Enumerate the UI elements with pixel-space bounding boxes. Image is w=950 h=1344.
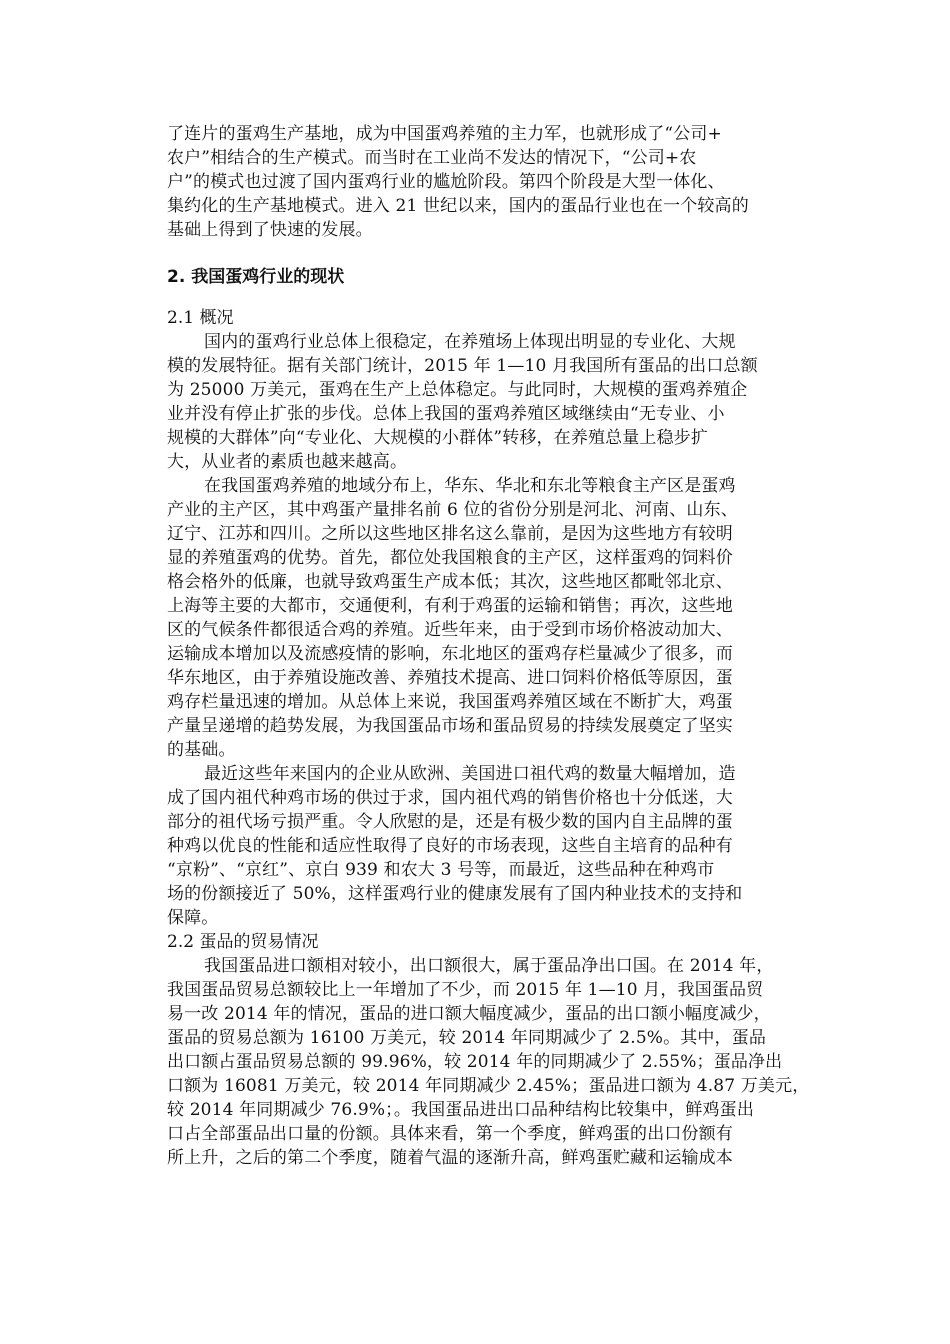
paragraph-line: 了连片的蛋鸡生产基地，成为中国蛋鸡养殖的主力军，也就形成了“公司+ <box>167 124 722 144</box>
paragraph-line: 成了国内祖代种鸡市场的供过于求，国内祖代鸡的销售价格也十分低迷，大 <box>167 788 733 808</box>
paragraph-breeding-stock <box>167 762 807 930</box>
paragraph-line: 场的份额接近了 50%，这样蛋鸡行业的健康发展有了国内种业技术的支持和 <box>167 884 743 904</box>
paragraph-line: 集约化的生产基地模式。进入 21 世纪以来，国内的蛋品行业也在一个较高的 <box>167 196 749 216</box>
paragraph-line: 的基础。 <box>167 740 236 760</box>
document-page <box>167 122 810 1170</box>
paragraph-line: 区的气候条件都很适合鸡的养殖。近些年来，由于受到市场价格波动加大、 <box>167 620 733 640</box>
subsection-heading: 2.2 蛋品的贸易情况 <box>167 932 319 952</box>
paragraph-line: 产量呈递增的趋势发展，为我国蛋品市场和蛋品贸易的持续发展奠定了坚实 <box>167 716 733 736</box>
paragraph-line: 规模的大群体”向“专业化、大规模的小群体”转移，在养殖总量上稳步扩 <box>167 428 709 448</box>
paragraph-line: 部分的祖代场亏损严重。令人欣慰的是，还是有极少数的国内自主品牌的蛋 <box>167 812 733 832</box>
paragraph-line: “京粉”、“京红”、京白 939 和农大 3 号等，而最近，这些品种在种鸡市 <box>167 860 715 880</box>
paragraph-line: 上海等主要的大都市，交通便利，有利于鸡蛋的运输和销售；再次，这些地 <box>167 596 733 616</box>
paragraph-line: 种鸡以优良的性能和适应性取得了良好的市场表现，这些自主培育的品种有 <box>167 836 733 856</box>
paragraph-line: 较 2014 年同期减少 76.9%；。我国蛋品进出口品种结构比较集中，鲜鸡蛋出 <box>167 1100 754 1120</box>
paragraph-line: 出口额占蛋品贸易总额的 99.96%，较 2014 年的同期减少了 2.55%；蛋品净出 <box>167 1052 783 1072</box>
paragraph-line: 易一改 2014 年的情况，蛋品的进口额大幅度减少，蛋品的出口额小幅度减少， <box>167 1004 771 1024</box>
paragraph-line: 华东地区，由于养殖设施改善、养殖技术提高、进口饲料价格低等原因，蛋 <box>167 668 733 688</box>
paragraph-line: 保障。 <box>167 908 219 928</box>
paragraph-overview <box>167 330 807 474</box>
paragraph-line: 运输成本增加以及流感疫情的影响，东北地区的蛋鸡存栏量减少了很多，而 <box>167 644 733 664</box>
paragraph-line: 基础上得到了快速的发展。 <box>167 220 373 240</box>
paragraph-line: 在我国蛋鸡养殖的地域分布上，华东、华北和东北等粮食主产区是蛋鸡 <box>204 476 736 496</box>
paragraph-line: 鸡存栏量迅速的增加。从总体上来说，我国蛋鸡养殖区域在不断扩大，鸡蛋 <box>167 692 733 712</box>
paragraph-line: 我国蛋品进口额相对较小，出口额很大，属于蛋品净出口国。在 2014 年， <box>204 956 774 976</box>
paragraph-line: 模的发展特征。据有关部门统计，2015 年 1—10 月我国所有蛋品的出口总额 <box>167 356 758 376</box>
paragraph-line: 蛋品的贸易总额为 16100 万美元，较 2014 年同期减少了 2.5%。其中，蛋品 <box>167 1028 766 1048</box>
paragraph-line: 我国蛋品贸易总额较比上一年增加了不少，而 2015 年 1—10 月，我国蛋品贸 <box>167 980 764 1000</box>
section-heading: 2. 我国蛋鸡行业的现状 <box>167 267 345 287</box>
paragraph-line: 为 25000 万美元，蛋鸡在生产上总体稳定。与此同时，大规模的蛋鸡养殖企 <box>167 380 748 400</box>
paragraph-line: 国内的蛋鸡行业总体上很稳定，在养殖场上体现出明显的专业化、大规 <box>204 332 736 352</box>
paragraph-line: 大，从业者的素质也越来越高。 <box>167 452 408 472</box>
paragraph-line: 户”的模式也过渡了国内蛋鸡行业的尴尬阶段。第四个阶段是大型一体化、 <box>167 172 725 192</box>
paragraph-line: 所上升，之后的第二个季度，随着气温的逐渐升高，鲜鸡蛋贮藏和运输成本 <box>167 1148 733 1168</box>
paragraph-regional-distribution <box>167 474 807 762</box>
paragraph-line: 显的养殖蛋鸡的优势。首先，都位处我国粮食的主产区，这样蛋鸡的饲料价 <box>167 548 733 568</box>
paragraph-line: 口额为 16081 万美元，较 2014 年同期减少 2.45%；蛋品进口额为 4.87 万美元， <box>167 1076 810 1096</box>
subsection-heading: 2.1 概况 <box>167 308 234 328</box>
intro-paragraph <box>167 122 807 242</box>
paragraph-trade <box>167 954 810 1170</box>
paragraph-line: 业并没有停止扩张的步伐。总体上我国的蛋鸡养殖区域继续由“无专业、小 <box>167 404 725 424</box>
paragraph-line: 口占全部蛋品出口量的份额。具体来看，第一个季度，鲜鸡蛋的出口份额有 <box>167 1124 733 1144</box>
paragraph-line: 辽宁、江苏和四川。之所以这些地区排名这么靠前，是因为这些地方有较明 <box>167 524 733 544</box>
paragraph-line: 产业的主产区，其中鸡蛋产量排名前 6 位的省份分别是河北、河南、山东、 <box>167 500 738 520</box>
paragraph-line: 最近这些年来国内的企业从欧洲、美国进口祖代鸡的数量大幅增加，造 <box>204 764 736 784</box>
paragraph-line: 格会格外的低廉，也就导致鸡蛋生产成本低；其次，这些地区都毗邻北京、 <box>167 572 733 592</box>
paragraph-line: 农户”相结合的生产模式。而当时在工业尚不发达的情况下，“公司+农 <box>167 148 697 168</box>
